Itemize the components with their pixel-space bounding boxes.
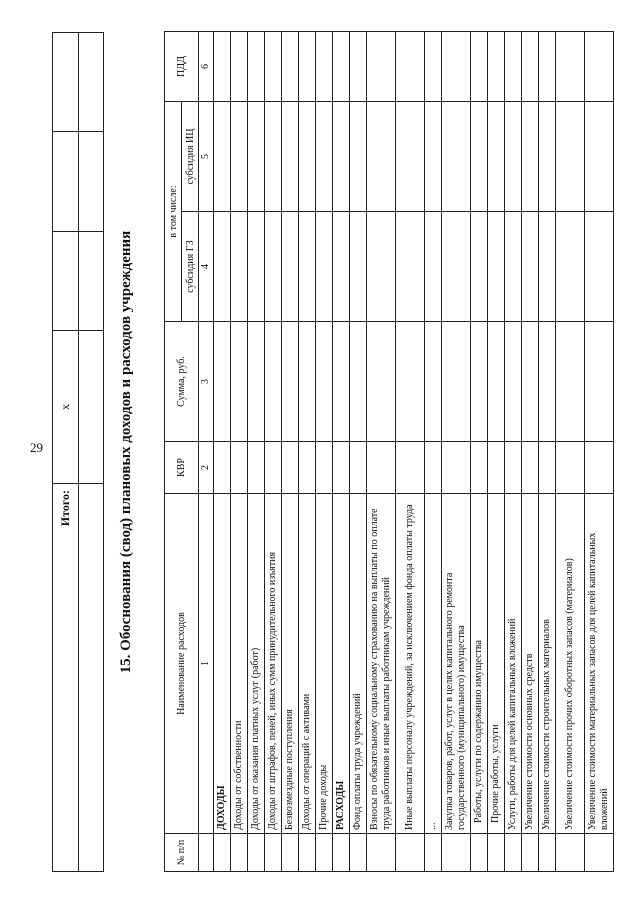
row-cell — [442, 834, 471, 872]
row-cell — [505, 212, 522, 322]
row-name: Иные выплаты персоналу учреждений, за исключением фонда оплаты труда — [396, 494, 425, 834]
totals-cell — [53, 33, 79, 132]
row-cell — [505, 442, 522, 494]
row-cell — [248, 102, 265, 212]
row-cell — [585, 834, 614, 872]
row-cell — [248, 32, 265, 102]
row-cell — [488, 442, 505, 494]
row-cell — [425, 212, 442, 322]
row-cell — [556, 442, 585, 494]
header-pdd: ПДД — [165, 32, 199, 102]
row-cell — [367, 32, 396, 102]
row-cell — [316, 102, 333, 212]
row-cell — [265, 102, 282, 212]
row-cell — [333, 212, 350, 322]
column-number-cell: 4 — [199, 212, 214, 322]
row-cell — [505, 32, 522, 102]
row-name: Работы, услуги по содержанию имущества — [471, 494, 488, 834]
row-cell — [214, 102, 231, 212]
table-row — [585, 32, 614, 872]
totals-cell — [78, 231, 104, 330]
row-cell — [425, 322, 442, 442]
row-name: ДОХОДЫ — [214, 494, 231, 834]
row-name: Увеличение стоимости строительных материалов — [539, 494, 556, 834]
table-row — [425, 32, 442, 872]
row-cell — [299, 32, 316, 102]
row-cell — [585, 32, 614, 102]
totals-table — [52, 32, 104, 872]
rotated-page-content — [52, 32, 612, 872]
row-cell — [539, 834, 556, 872]
row-cell — [265, 322, 282, 442]
row-cell — [396, 834, 425, 872]
row-cell — [265, 442, 282, 494]
row-cell — [350, 322, 367, 442]
row-cell — [471, 834, 488, 872]
row-cell — [214, 212, 231, 322]
row-name: Фонд оплаты труда учреждений — [350, 494, 367, 834]
table-row — [214, 32, 231, 872]
row-cell — [248, 212, 265, 322]
row-cell — [396, 212, 425, 322]
row-cell — [471, 322, 488, 442]
row-cell — [214, 32, 231, 102]
row-cell — [282, 212, 299, 322]
row-cell — [442, 322, 471, 442]
table-row — [282, 32, 299, 872]
row-cell — [488, 322, 505, 442]
row-cell — [299, 102, 316, 212]
page-number: 29 — [30, 440, 43, 455]
table-row — [350, 32, 367, 872]
table-body — [214, 32, 614, 872]
header-name: Наименование расходов — [165, 494, 199, 834]
row-cell — [522, 32, 539, 102]
row-name: Прочие доходы — [316, 494, 333, 834]
row-cell — [350, 102, 367, 212]
row-cell — [442, 102, 471, 212]
header-sub-ic: субсидия ИЦ — [182, 102, 199, 212]
row-cell — [396, 442, 425, 494]
table-row — [231, 32, 248, 872]
row-cell — [522, 834, 539, 872]
row-cell — [471, 442, 488, 494]
totals-cell — [78, 484, 104, 872]
table-row — [442, 32, 471, 872]
row-cell — [350, 442, 367, 494]
row-cell — [539, 442, 556, 494]
row-cell — [316, 322, 333, 442]
totals-cell — [78, 33, 104, 132]
row-cell — [556, 322, 585, 442]
row-cell — [299, 212, 316, 322]
column-number-cell: 2 — [199, 442, 214, 494]
header-kvr: КВР — [165, 442, 199, 494]
row-cell — [425, 834, 442, 872]
row-cell — [214, 322, 231, 442]
row-name: Безвозмездные поступления — [282, 494, 299, 834]
row-cell — [488, 834, 505, 872]
row-cell — [522, 212, 539, 322]
row-cell — [350, 834, 367, 872]
column-number-cell: 6 — [199, 32, 214, 102]
column-number-cell: 3 — [199, 322, 214, 442]
totals-marker: x — [53, 331, 79, 484]
table-row — [367, 32, 396, 872]
row-cell — [505, 834, 522, 872]
row-cell — [248, 834, 265, 872]
header-sub-gz: субсидия ГЗ — [182, 212, 199, 322]
table-row — [539, 32, 556, 872]
row-cell — [471, 212, 488, 322]
row-cell — [488, 212, 505, 322]
totals-cell — [78, 331, 104, 484]
table-row — [316, 32, 333, 872]
row-cell — [231, 834, 248, 872]
row-cell — [333, 322, 350, 442]
row-cell — [282, 322, 299, 442]
row-cell — [299, 442, 316, 494]
row-cell — [556, 102, 585, 212]
row-cell — [333, 102, 350, 212]
table-row — [556, 32, 585, 872]
row-cell — [425, 102, 442, 212]
totals-cell — [53, 132, 79, 231]
row-cell — [556, 32, 585, 102]
totals-cell — [78, 132, 104, 231]
row-cell — [471, 102, 488, 212]
row-cell — [282, 32, 299, 102]
section-title: 15. Обоснования (свод) плановых доходов и расходов учреждения — [118, 230, 134, 674]
row-cell — [539, 212, 556, 322]
row-cell — [265, 32, 282, 102]
row-name: Услуги, работы для целей капитальных вложений — [505, 494, 522, 834]
row-cell — [316, 442, 333, 494]
row-cell — [522, 442, 539, 494]
row-cell — [556, 834, 585, 872]
row-cell — [248, 442, 265, 494]
row-cell — [214, 442, 231, 494]
row-cell — [231, 322, 248, 442]
row-name: РАСХОДЫ — [333, 494, 350, 834]
table-row — [299, 32, 316, 872]
row-cell — [231, 442, 248, 494]
row-name: Доходы от собственности — [231, 494, 248, 834]
row-cell — [265, 212, 282, 322]
totals-label: Итого: — [53, 484, 79, 872]
row-name: Увеличение стоимости материальных запасов для целей капитальных вложений — [585, 494, 614, 834]
column-number-cell: 5 — [199, 102, 214, 212]
row-cell — [316, 212, 333, 322]
row-name: Взносы по обязательному социальному страхованию на выплаты по оплате труда работников и иные выплаты работникам учреждений — [367, 494, 396, 834]
table-row — [471, 32, 488, 872]
row-cell — [299, 322, 316, 442]
row-cell — [299, 834, 316, 872]
row-cell — [231, 32, 248, 102]
row-name: Доходы от штрафов, пеней, иных сумм принудительного изъятия — [265, 494, 282, 834]
row-cell — [367, 834, 396, 872]
row-name: Доходы от оказания платных услуг (работ) — [248, 494, 265, 834]
row-cell — [539, 102, 556, 212]
row-cell — [442, 32, 471, 102]
row-cell — [488, 102, 505, 212]
table-row — [265, 32, 282, 872]
row-name: ... — [425, 494, 442, 834]
row-cell — [367, 212, 396, 322]
row-cell — [471, 32, 488, 102]
row-cell — [350, 212, 367, 322]
table-row — [333, 32, 350, 872]
row-cell — [585, 442, 614, 494]
row-cell — [425, 442, 442, 494]
row-cell — [350, 32, 367, 102]
row-cell — [367, 442, 396, 494]
header-num: № п/п — [165, 834, 199, 872]
row-cell — [522, 322, 539, 442]
header-including: в том числе: — [165, 102, 182, 322]
row-cell — [539, 322, 556, 442]
column-number-cell: 1 — [199, 494, 214, 834]
row-cell — [316, 834, 333, 872]
row-cell — [333, 32, 350, 102]
row-cell — [333, 834, 350, 872]
row-name: Закупка товаров, работ, услуг в целях капитального ремонта государственного (муниципального) имущества — [442, 494, 471, 834]
column-number-row — [199, 32, 214, 872]
row-cell — [505, 322, 522, 442]
row-cell — [556, 212, 585, 322]
row-cell — [522, 102, 539, 212]
row-cell — [442, 442, 471, 494]
row-cell — [265, 834, 282, 872]
row-cell — [539, 32, 556, 102]
row-cell — [425, 32, 442, 102]
column-number-cell — [199, 834, 214, 872]
income-expense-table — [164, 31, 614, 872]
row-cell — [396, 102, 425, 212]
row-cell — [585, 322, 614, 442]
totals-cell — [53, 231, 79, 330]
row-name: Прочие работы, услуги — [488, 494, 505, 834]
row-cell — [396, 32, 425, 102]
row-cell — [333, 442, 350, 494]
row-cell — [248, 322, 265, 442]
row-cell — [585, 102, 614, 212]
row-cell — [505, 102, 522, 212]
row-cell — [367, 322, 396, 442]
row-name: Увеличение стоимости прочих оборотных запасов (материалов) — [556, 494, 585, 834]
row-cell — [282, 442, 299, 494]
row-cell — [367, 102, 396, 212]
row-name: Увеличение стоимости основных средств — [522, 494, 539, 834]
table-row — [396, 32, 425, 872]
row-cell — [396, 322, 425, 442]
table-row — [248, 32, 265, 872]
row-cell — [282, 834, 299, 872]
row-name: Доходы от операций с активами — [299, 494, 316, 834]
row-cell — [442, 212, 471, 322]
row-cell — [231, 212, 248, 322]
row-cell — [585, 212, 614, 322]
row-cell — [231, 102, 248, 212]
row-cell — [316, 32, 333, 102]
row-cell — [214, 834, 231, 872]
table-row — [505, 32, 522, 872]
header-sum: Сумма, руб. — [165, 322, 199, 442]
table-row — [522, 32, 539, 872]
row-cell — [282, 102, 299, 212]
row-cell — [488, 32, 505, 102]
table-row — [488, 32, 505, 872]
